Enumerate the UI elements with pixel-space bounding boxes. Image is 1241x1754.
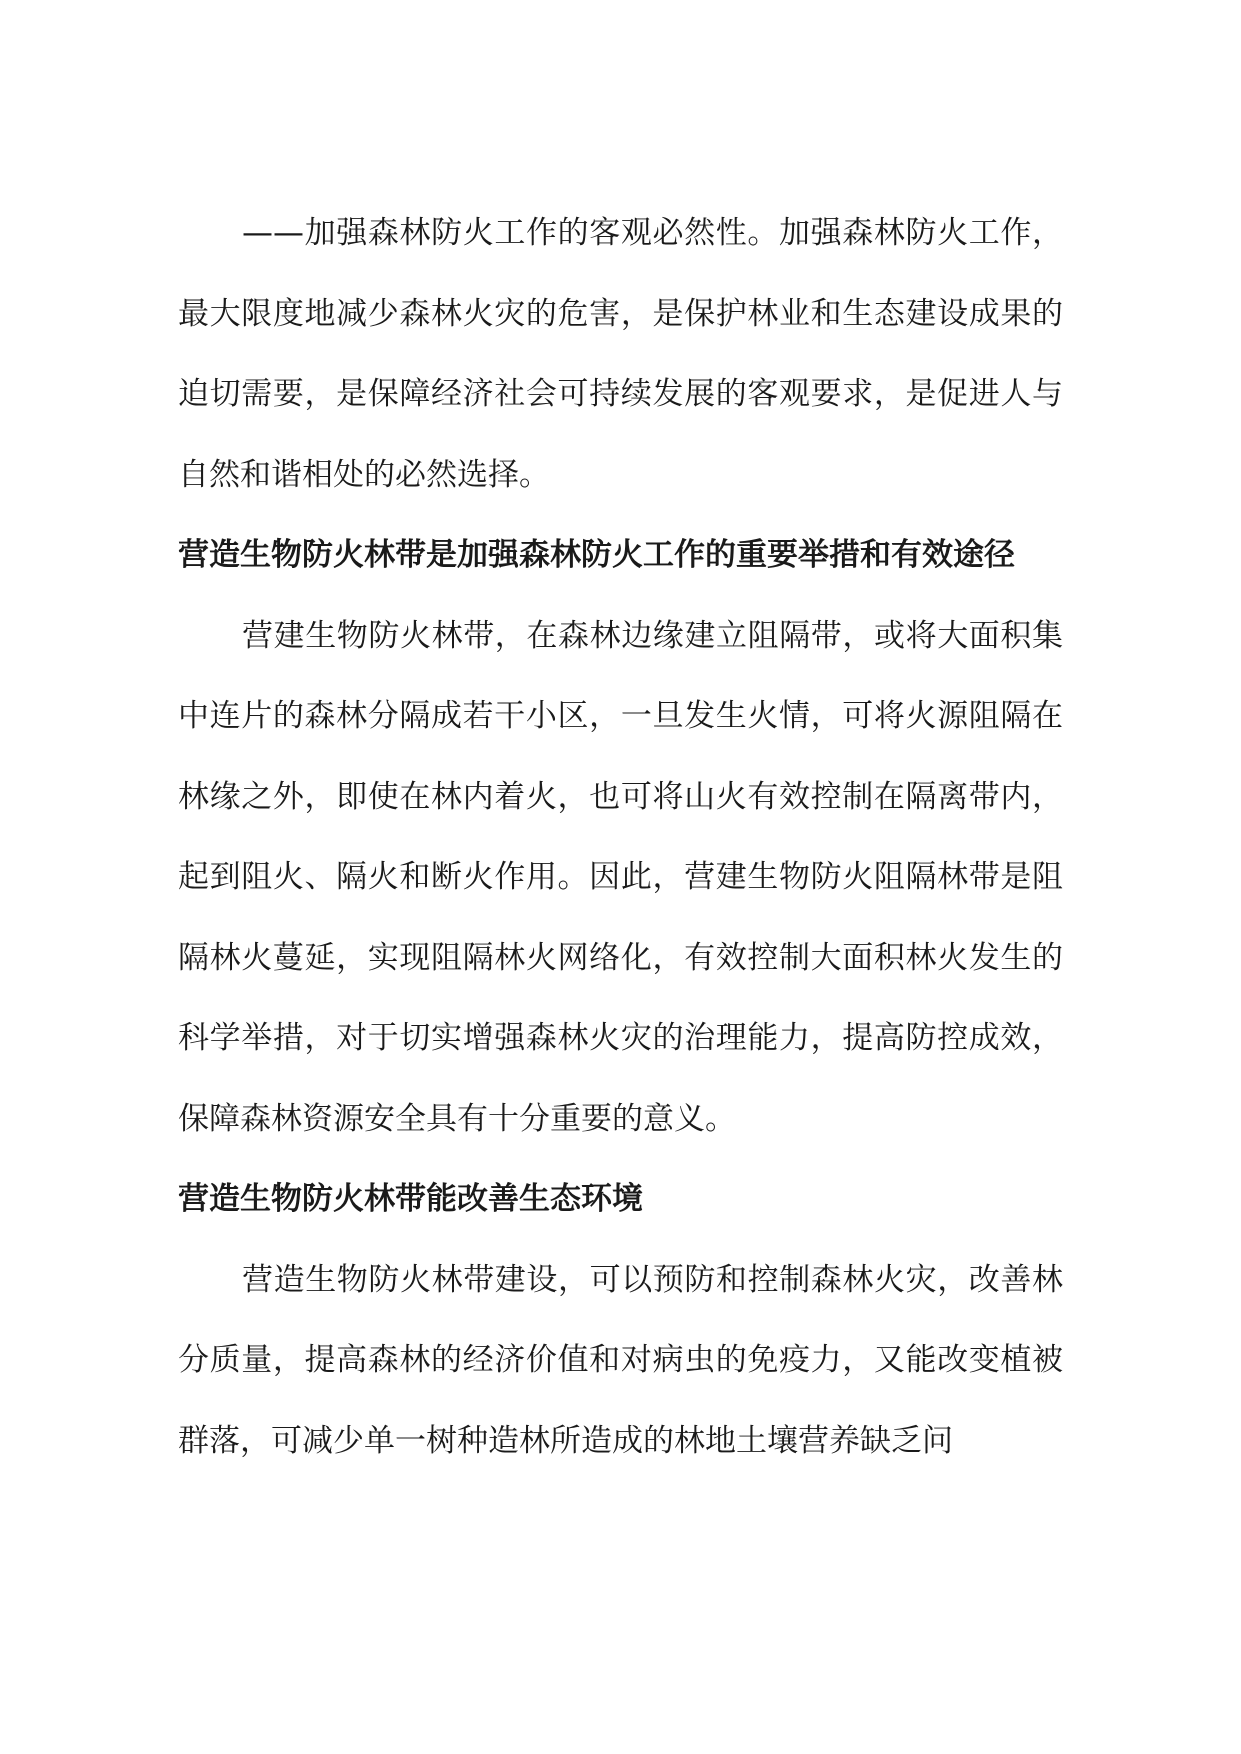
document-body	[178, 193, 1063, 1481]
section-heading-2: 营造生物防火林带能改善生态环境	[178, 1181, 643, 1217]
body-paragraph-1: ——加强森林防火工作的客观必然性。加强森林防火工作，最大限度地减少森林火灾的危害，是保护林业和生态建设成果的迫切需要，是保障经济社会可持续发展的客观要求，是促进人与自然和谐相处的必然选择。	[178, 215, 1063, 493]
section-heading-1: 营造生物防火林带是加强森林防火工作的重要举措和有效途径	[178, 537, 1015, 573]
body-paragraph-3: 营造生物防火林带建设，可以预防和控制森林火灾，改善林分质量，提高森林的经济价值和对病虫的免疫力，又能改变植被群落，可减少单一树种造林所造成的林地土壤营养缺乏问	[178, 1261, 1063, 1459]
body-paragraph-2: 营建生物防火林带，在森林边缘建立阻隔带，或将大面积集中连片的森林分隔成若干小区，一旦发生火情，可将火源阻隔在林缘之外，即使在林内着火，也可将山火有效控制在隔离带内，起到阻火、隔火和断火作用。因此，营建生物防火阻隔林带是阻隔林火蔓延，实现阻隔林火网络化，有效控制大面积林火发生的科学举措，对于切实增强森林火灾的治理能力，提高防控成效，保障森林资源安全具有十分重要的意义。	[178, 617, 1063, 1137]
